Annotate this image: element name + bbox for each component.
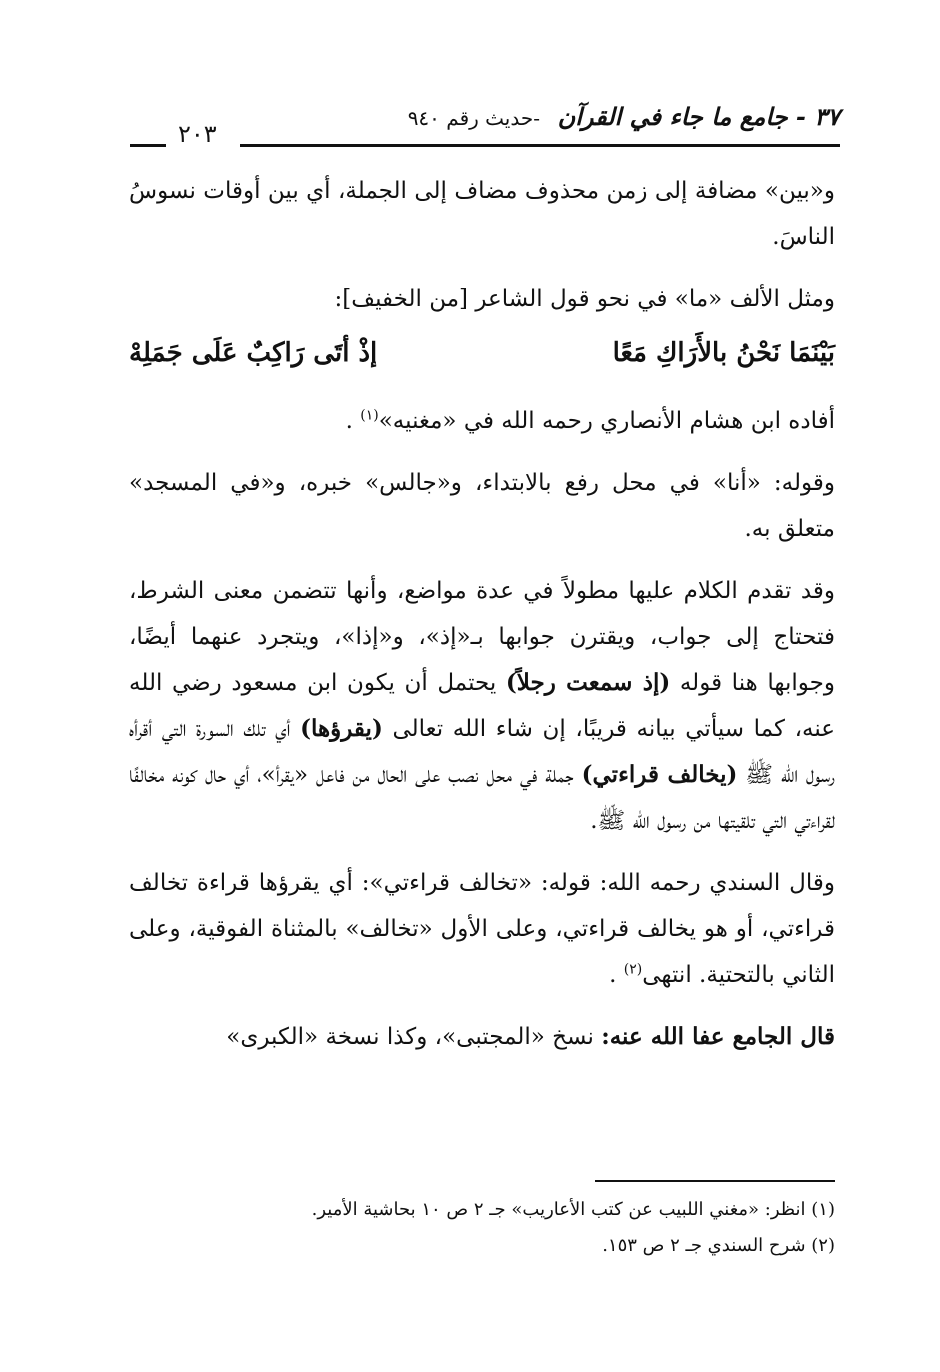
quoted-phrase: (يخالف قراءتي) xyxy=(581,761,738,788)
text-run: . xyxy=(345,408,361,434)
paragraph xyxy=(129,860,835,998)
page-number-dash xyxy=(130,144,166,147)
text-run: وقال السندي رحمه الله: قوله: «تخالف قراءتي»: أي يقرؤها قراءة تخالف قراءتي، أو هو يخالف قراءتي، وعلى الأول «تخالف» بالمثناة الفوقية، وعلى الثاني بالتحتية. انتهى xyxy=(129,870,835,988)
paragraph: ومثل الألف «ما» في نحو قول الشاعر [من الخفيف]: xyxy=(334,286,835,312)
verse-first-hemistich: بَيْنَمَا نَحْنُ بالأَرَاكِ مَعًا xyxy=(612,338,835,368)
text-run: أفاده ابن هشام الأنصاري رحمه الله في «مغنيه» xyxy=(378,408,835,434)
text-run: نسخ «المجتبى»، وكذا نسخة «الكبرى» xyxy=(226,1024,602,1050)
text-run: أي تلك السورة التي أقرأه رسول الله ﷺ xyxy=(129,716,835,788)
text-run: يحتمل أن يكون ابن مسعود رضي الله عنه، كما سيأتي بيانه قريبًا، إن شاء الله تعالى xyxy=(129,670,835,742)
footnote-ref: (١) xyxy=(360,407,379,424)
paragraph: وقوله: «أنا» في محل رفع بالابتداء، و«جالس» خبره، و«في المسجد» متعلق به. xyxy=(129,470,835,542)
paragraph xyxy=(129,568,835,844)
footnotes xyxy=(129,1192,835,1264)
author-note-label: قال الجامع عفا الله عنه: xyxy=(601,1023,835,1050)
footnote: (٢) شرح السندي جـ ٢ ص ١٥٣. xyxy=(602,1235,835,1256)
text-run: . xyxy=(609,962,624,988)
footnote-ref: (٢) xyxy=(623,961,643,978)
page-header xyxy=(130,98,840,150)
chapter-title: ٣٧ - جامع ما جاء في القرآن xyxy=(557,102,840,131)
poetry-verse xyxy=(129,330,835,376)
hadith-number: -حديث رقم ٩٤٠ xyxy=(407,106,540,130)
verse-second-hemistich: إذْ أتَى رَاكِبٌ عَلَى جَمَلِهْ xyxy=(129,338,378,368)
text-run: وقد تقدم الكلام عليها مطولاً في عدة مواضع، وأنها تتضمن معنى الشرط، فتحتاج إلى جواب، ويقترن جوابها بـ«إذ»، و«إذا»، ويتجرد عنهما أيضًا، وجوابها هنا قوله xyxy=(129,578,835,696)
main-text xyxy=(129,168,835,1076)
header-rule xyxy=(240,144,840,147)
quoted-phrase: (إذ سمعت رجلاً) xyxy=(505,669,671,696)
text-run: جملة في محل نصب على الحال من فاعل «يقرأ»، أي حال كونه مخالفًا لقراءتي التي تلقيتها من رسول الله ﷺ. xyxy=(129,762,835,834)
paragraph: و«بين» مضافة إلى زمن محذوف مضاف إلى الجملة، أي بين أوقات نسوسُ الناسَ. xyxy=(129,178,835,250)
paragraph xyxy=(129,1014,835,1060)
footnote-rule xyxy=(595,1180,835,1182)
page-number: ٢٠٣ xyxy=(178,120,217,148)
quoted-phrase: (يقرؤها) xyxy=(300,715,383,742)
paragraph xyxy=(129,398,835,444)
footnote: (١) انظر: «مغني اللبيب عن كتب الأعاريب» جـ ٢ ص ١٠ بحاشية الأمير. xyxy=(311,1199,835,1220)
